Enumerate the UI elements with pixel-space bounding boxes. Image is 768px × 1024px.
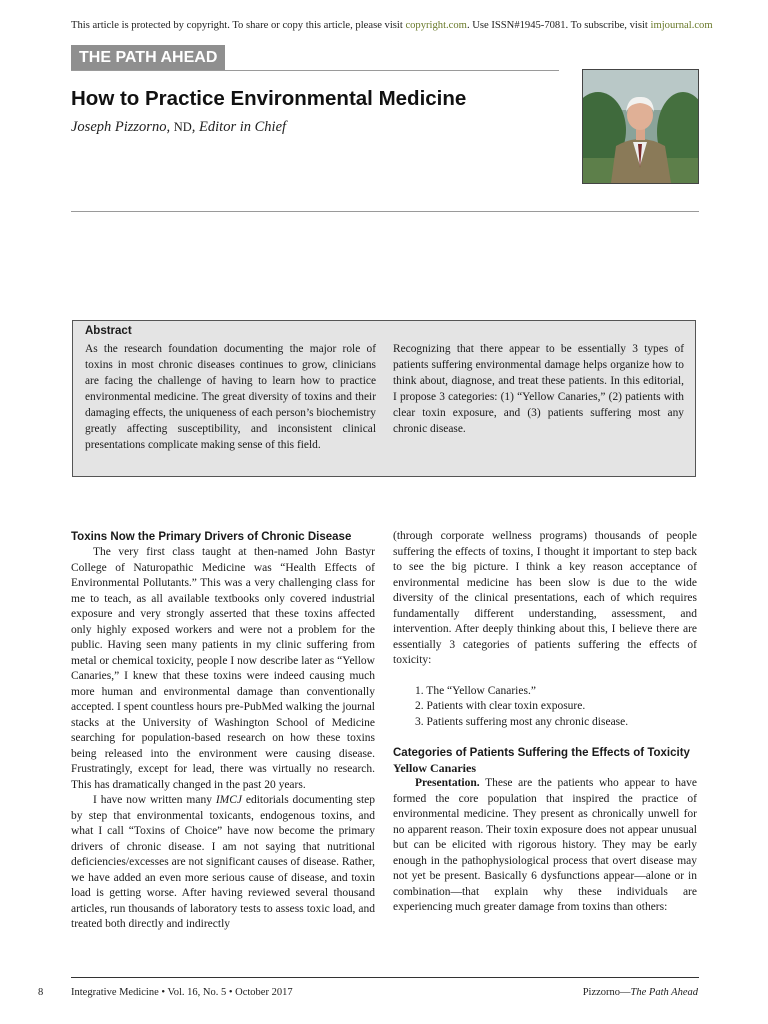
body-column-left [71,529,375,933]
list-item: 2. Patients with clear toxin exposure. [415,700,586,712]
header-rule [71,70,559,71]
paragraph-continued: (through corporate wellness programs) thousands of people suffering the effects of toxins, I thought it important to step back to see the big picture. I think a key reason acceptance of environmental medicine has been slow is due to the wide diversity of the clinical presentations, each of which requires fundamentally different understanding, assessment, and intervention. After deeply thinking about this, I believe there are essentially 3 categories of patients suffering the effects of toxicity: [393,530,697,666]
author-name: Joseph Pizzorno, [71,119,174,135]
section-badge: THE PATH AHEAD [71,45,225,70]
copyright-text-mid: . Use ISSN#1945-7081. To subscribe, visit [466,20,651,31]
page-number: 8 [38,987,44,998]
section-heading-toxins: Toxins Now the Primary Drivers of Chronic Disease [71,531,352,543]
copyright-link[interactable]: copyright.com [405,20,467,31]
subscribe-link[interactable]: imjournal.com [650,20,713,31]
author-role: , Editor in Chief [191,119,287,135]
paragraph-text: editorials documenting step by step that environmental toxicants, endogenous toxins, and what I call “Toxins of Choice” have now become the primary drivers of chronic disease. I am not saying that nutritional deficiencies/excesses are not significant causes of disease. Rather, we have added an even more serious cause of disease, and toxin load is getting worse. After having reviewed several thousand articles, run thousands of laboratory tests to assess toxic load, and treated both directly and indirectly [71,794,375,930]
run-in-heading: Presentation. [415,777,480,789]
paragraph-text: I have now written many [93,794,216,806]
running-head [583,987,698,998]
abstract-box [72,320,696,477]
running-title: The Path Ahead [630,987,698,998]
subheading-yellow-canaries: Yellow Canaries [393,761,476,775]
abstract-column-1: As the research foundation documenting the major role of toxins in most chronic diseases continues to grow, clinicians are facing the challenge of having to learn how to practice environmental medicine. The great diversity of toxins and their damaging effects, the uniqueness of each person’s biochemistry greatly affecting susceptibility, and inconsistent clinical presentations complicate making sense of this field. [85,343,376,451]
abstract-column-2: Recognizing that there appear to be essentially 3 types of patients suffering environmental damage helps organize how to think about, diagnose, and treat these patients. In this editorial, I propose 3 categories: (1) “Yellow Canaries,” (2) patients with clear toxin exposure, and (3) patients suffering most any chronic disease. [393,343,684,435]
title-rule [71,211,699,212]
running-author: Pizzorno— [582,987,631,998]
article-title: How to Practice Environmental Medicine [71,87,467,110]
abstract-heading: Abstract [85,325,132,337]
journal-citation: Integrative Medicine • Vol. 16, No. 5 • October 2017 [71,987,293,998]
paragraph-editorials [71,793,375,933]
list-item: 1. The “Yellow Canaries.” [415,684,536,697]
author-degree: ND [173,120,192,134]
copyright-notice [71,20,713,31]
paragraph-bastyr: The very first class taught at then-named John Bastyr College of Naturopathic Medicine was “Health Effects of Environmental Pollutants.” This was a very challenging class for me to teach, as all available textbooks only covered industrial exposure and very strongly asserted that these toxins affected only highly exposed workers and were not a problem for the public. Having seen many patients in my clinic suffering from metal or chemical toxicity, people I now describe later as “Yellow Canaries,” I knew that these toxins were indeed causing much more human and environmental damage than conventionally accepted. I spent countless hours pre-PubMed walking the journal stacks at the University of Washington School of Medicine searching for population-based research on how these toxins being released into the environment were causing disease. Frustratingly, except for lead, there was virtually no research. This has dramatically changed in the past 20 years. [71,546,375,791]
list-item: 3. Patients suffering most any chronic disease. [415,715,629,728]
journal-abbrev: IMCJ [215,794,243,806]
author-line [71,119,286,136]
body-column-right [393,529,697,916]
paragraph-text: These are the patients who appear to have formed the core population that inspired the practice of environmental medicine. They present as chronically unwell for no apparent reason. Their toxin exposure does not appear unusual but can be elicited with rigorous history. They may be early enough in the pathophysiological process that overt disease may not yet be present. Basically 6 dysfunctions appear—alone or in combination—that explain why these individuals are experiencing much greater damage from toxins than others: [393,777,697,913]
author-photo [582,69,699,184]
footer-rule [71,977,699,978]
copyright-text: This article is protected by copyright. To share or copy this article, please visit [71,20,406,31]
section-heading-categories: Categories of Patients Suffering the Effects of Toxicity [393,747,690,759]
category-list [415,684,697,731]
paragraph-presentation [393,776,697,916]
